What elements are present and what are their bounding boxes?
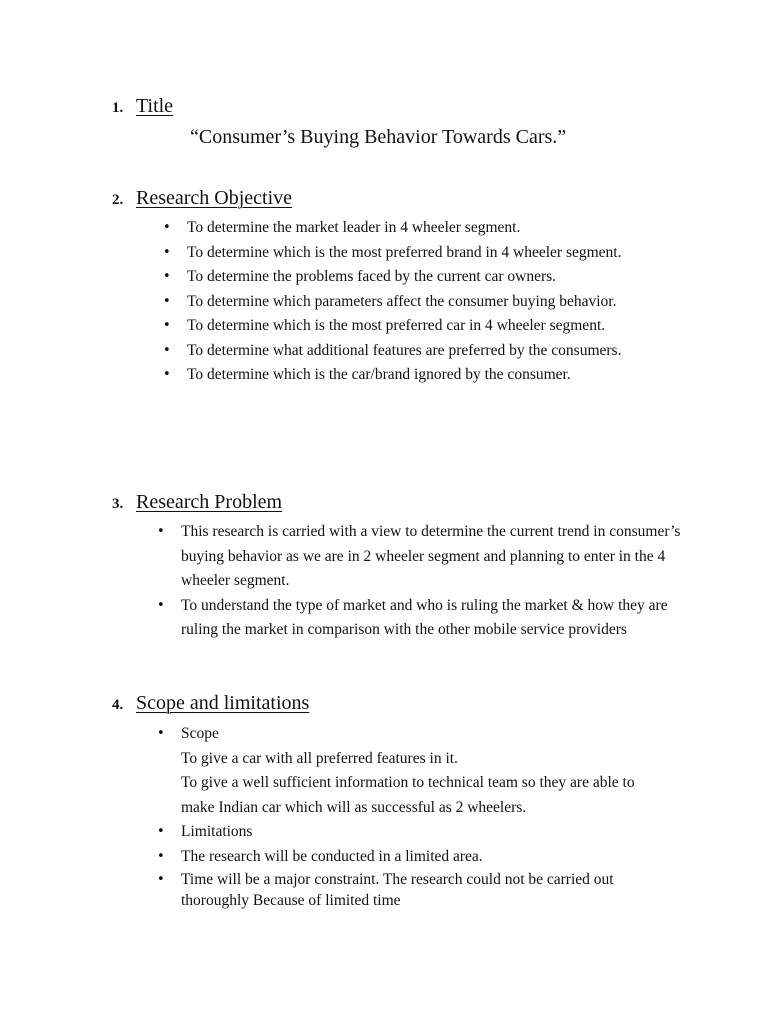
scope-list	[181, 722, 681, 911]
list-item: • To determine which is the car/brand ignored by the consumer.	[187, 363, 627, 388]
section-heading: Research Problem	[136, 491, 283, 513]
section-heading: Scope and limitations	[136, 692, 310, 714]
list-item: • To determine which parameters affect the consumer buying behavior.	[187, 290, 627, 315]
list-item: • To understand the type of market and who is ruling the market & how they are ruling the market in comparison with the other mobile service providers	[181, 594, 691, 643]
section-number: 2.	[112, 192, 124, 208]
section-heading: Research Objective	[136, 187, 293, 209]
list-item: • The research will be conducted in a limited area.	[181, 845, 681, 870]
list-item: • To determine what additional features are preferred by the consumers.	[187, 339, 627, 364]
list-item: • To determine the problems faced by the current car owners.	[187, 265, 627, 290]
list-item: • Scope	[181, 722, 681, 747]
list-item: • Limitations	[181, 820, 681, 845]
problem-list	[181, 520, 691, 643]
list-item: • To determine which is the most preferred brand in 4 wheeler segment.	[187, 241, 627, 266]
document-title: “Consumer’s Buying Behavior Towards Cars.”	[190, 126, 567, 148]
list-item: To give a well sufficient information to technical team so they are able to make Indian car which will as successful as 2 wheelers.	[181, 774, 635, 816]
list-item: • Time will be a major constraint. The research could not be carried out thoroughly Because of limited time	[181, 869, 681, 911]
section-number: 3.	[112, 496, 124, 512]
list-item: • To determine which is the most preferred car in 4 wheeler segment.	[187, 314, 627, 339]
section-number: 4.	[112, 697, 124, 713]
section-heading: Title	[136, 95, 174, 117]
list-item: • To determine the market leader in 4 wheeler segment.	[187, 216, 627, 241]
section-number: 1.	[112, 100, 124, 116]
list-item: To give a car with all preferred features in it.	[181, 749, 458, 767]
list-item: • This research is carried with a view to determine the current trend in consumer’s buying behavior as we are in 2 wheeler segment and planning to enter in the 4 wheeler segment.	[181, 520, 691, 594]
objective-list	[187, 216, 627, 388]
